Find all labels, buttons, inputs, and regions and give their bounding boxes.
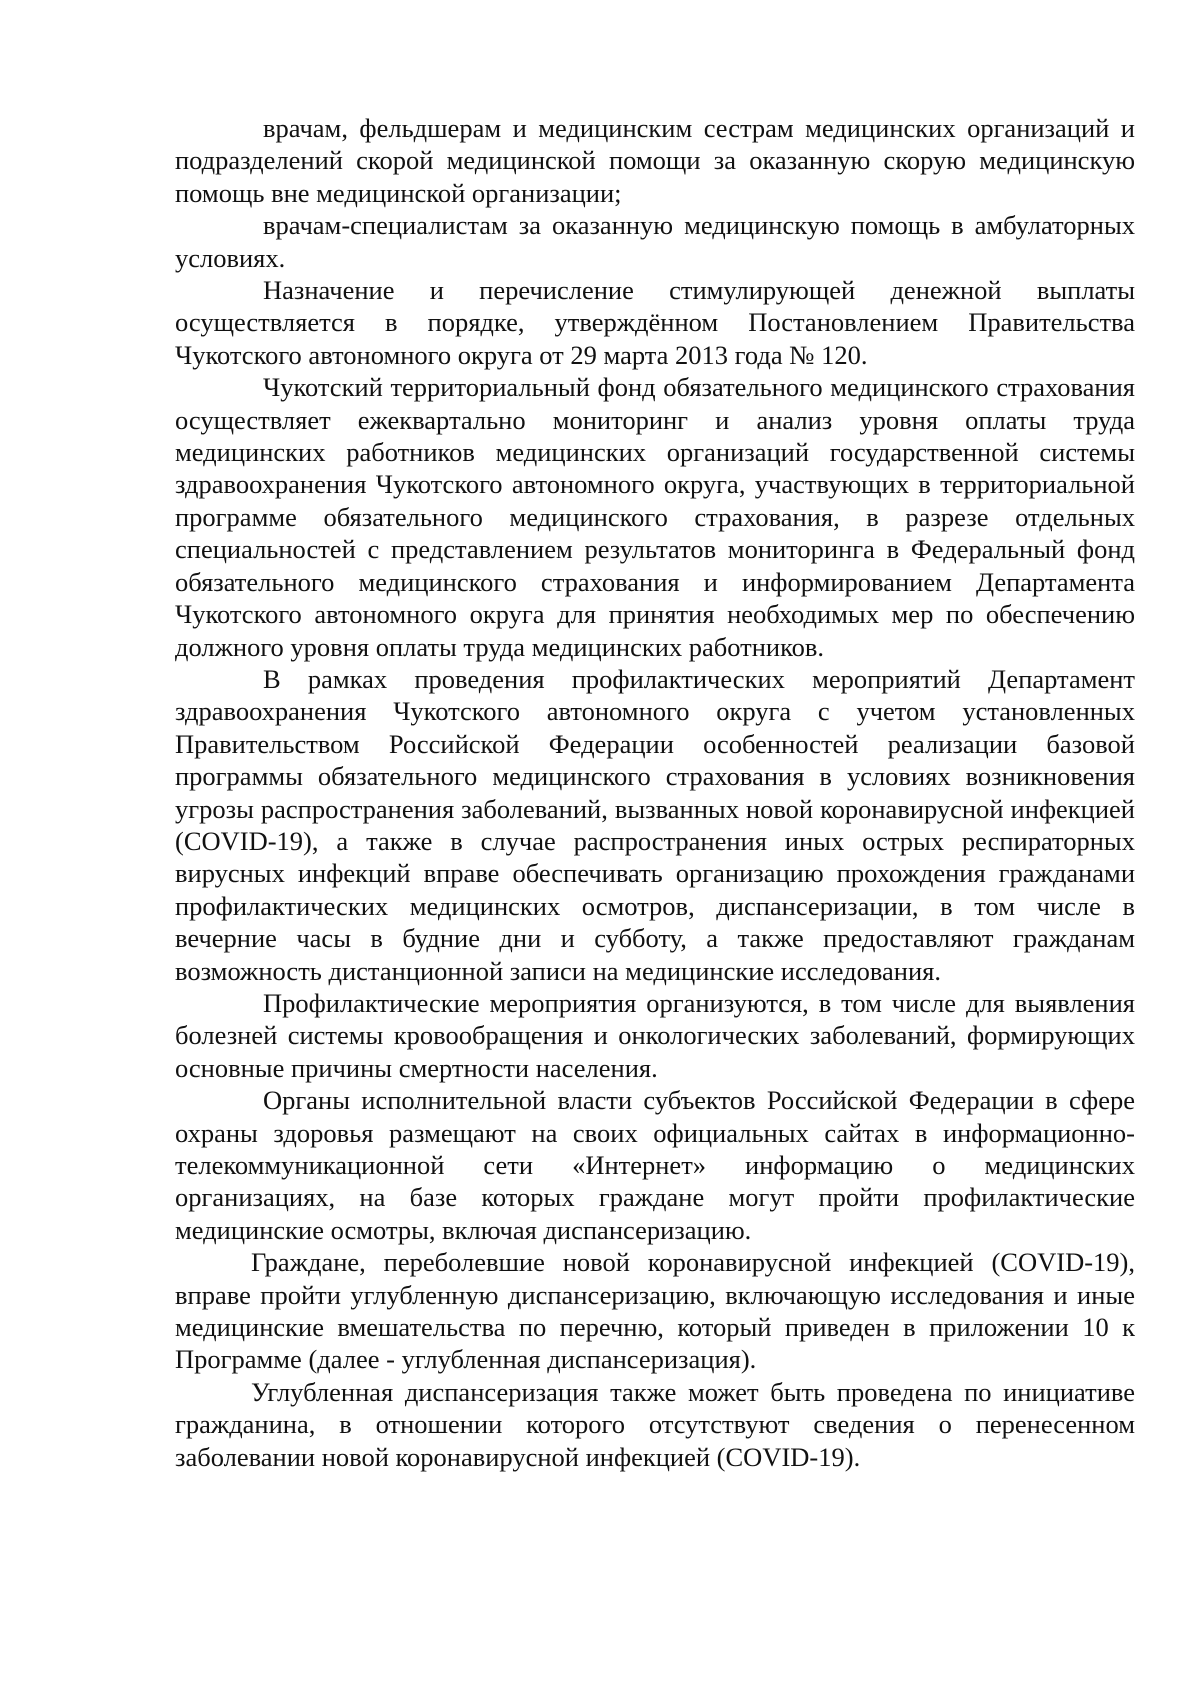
- paragraph-1: врачам, фельдшерам и медицинским сестрам медицинских организаций и подразделений скорой медицинской помощи за оказанную скорую медицинскую помощь вне медицинской организации;: [175, 113, 1135, 208]
- document-body: [175, 112, 1135, 1473]
- paragraph-7: Органы исполнительной власти субъектов Российской Федерации в сфере охраны здоровья размещают на своих официальных сайтах в информационно-телекоммуникационной сети «Интернет» информацию о медицинских организациях, на базе которых граждане могут пройти профилактические медицинские осмотры, включая диспансеризацию.: [175, 1085, 1135, 1245]
- paragraph-6: Профилактические мероприятия организуются, в том числе для выявления болезней системы кровообращения и онкологических заболеваний, формирующих основные причины смертности населения.: [175, 987, 1135, 1083]
- paragraph-9: Углубленная диспансеризация также может быть проведена по инициативе гражданина, в отношении которого отсутствуют сведения о перенесенном заболевании новой коронавирусной инфекцией (COVID-19).: [175, 1376, 1135, 1472]
- paragraph-2: врачам-специалистам за оказанную медицинскую помощь в амбулаторных условиях.: [175, 210, 1135, 273]
- paragraph-8: Граждане, переболевшие новой коронавирусной инфекцией (COVID-19), вправе пройти углубленную диспансеризацию, включающую исследования и иные медицинские вмешательства по перечню, который приведен в приложении 10 к Программе (далее - углубленная диспансеризация).: [175, 1247, 1135, 1375]
- paragraph-5: В рамках проведения профилактических мероприятий Департамент здравоохранения Чукотского автономного округа с учетом установленных Правительством Российской Федерации особенностей реализации базовой программы обязательного медицинского страхования в условиях возникновения угрозы распространения заболеваний, вызванных новой коронавирусной инфекцией (COVID-19), а также в случае распространения иных острых респираторных вирусных инфекций вправе обеспечивать организацию прохождения гражданами профилактических медицинских осмотров, диспансеризации, в том числе в вечерние часы в будние дни и субботу, а также предоставляют гражданам возможность дистанционной записи на медицинские исследования.: [175, 663, 1135, 986]
- paragraph-3: Назначение и перечисление стимулирующей денежной выплаты осуществляется в порядке, утверждённом Постановлением Правительства Чукотского автономного округа от 29 марта 2013 года № 120.: [175, 275, 1135, 370]
- paragraph-4: Чукотский территориальный фонд обязательного медицинского страхования осуществляет ежеквартально мониторинг и анализ уровня оплаты труда медицинских работников медицинских организаций государственной системы здравоохранения Чукотского автономного округа, участвующих в территориальной программе обязательного медицинского страхования, в разрезе отдельных специальностей с представлением результатов мониторинга в Федеральный фонд обязательного медицинского страхования и информированием Департамента Чукотского автономного округа для принятия необходимых мер по обеспечению должного уровня оплаты труда медицинских работников.: [175, 372, 1135, 662]
